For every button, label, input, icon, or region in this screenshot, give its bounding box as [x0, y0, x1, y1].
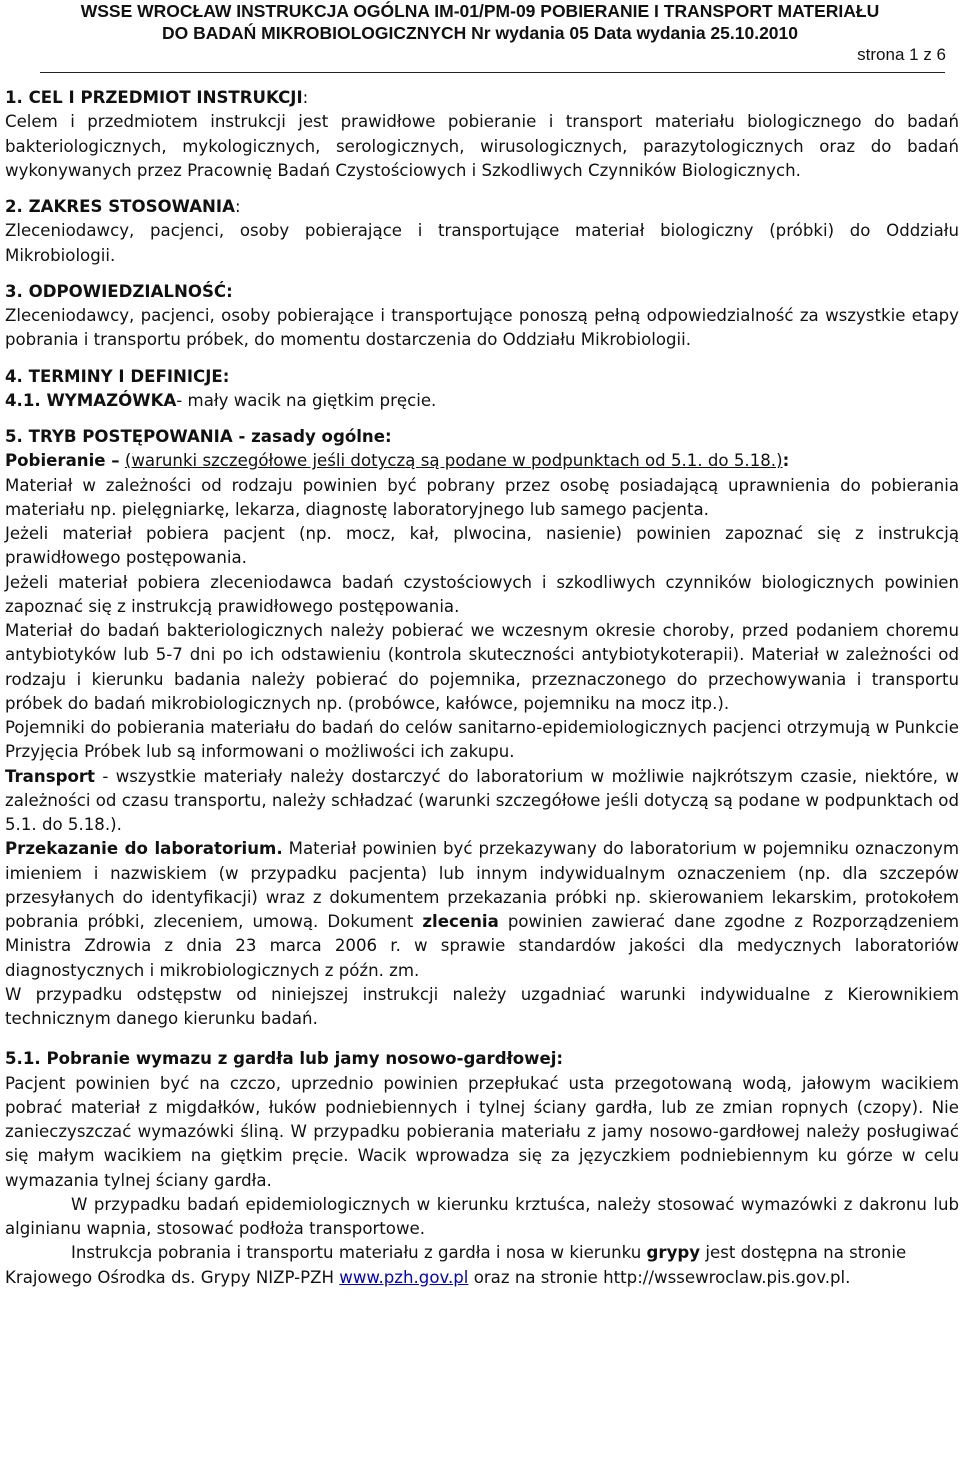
header-divider: [40, 72, 945, 73]
paragraph-zleceniodawca: Jeżeli materiał pobiera zleceniodawca badań czystościowych i szkodliwych czynników biologicznych powinien zapoznać się z instrukcją prawidłowego postępowania.: [5, 572, 959, 616]
section-1-text: Celem i przedmiotem instrukcji jest prawidłowe pobieranie i transport materiału biologicznego do badań bakteriologicznych, mykologicznych, serologicznych, wirusologicznych, parazytologicznych oraz do badań wykonywanych przez Pracownię Badań Czystościowych i Szkodliwych Czynników Biologicznych.: [5, 112, 959, 180]
pobieranie-term: Pobieranie –: [5, 451, 120, 471]
section-2-text: Zleceniodawcy, pacjenci, osoby pobierające i transportujące materiał biologiczny (próbki) do Oddziału Mikrobiologii.: [5, 221, 959, 265]
paragraph-pojemniki: Pojemniki do pobierania materiału do badań do celów sanitarno-epidemiologicznych pacjenci otrzymują w Punkcie Przyjęcia Próbek lub są informowani o możliwości ich zakupu.: [5, 718, 959, 762]
paragraph-bakteriologiczne: Materiał do badań bakteriologicznych należy pobierać we wczesnym okresie choroby, przed podaniem choremu antybiotyków lub 5-7 dni po ich odstawieniu (kontrola skuteczności antybiotykoterapii). Materiał w zależności od rodzaju i kierunku badania należy pobierać do pojemnika, przeznaczonego do przechowywania i transportu próbek do badań mikrobiologicznych np. (probówce, kałówce, pojemniku na mocz itp.).: [5, 621, 959, 713]
definition-wymazowka: [5, 389, 959, 413]
grypa-text-b: jest dostępna na stronie Krajowego Ośrodka ds. Grypy NIZP-PZH: [5, 1243, 907, 1287]
section-2-heading: 2. ZAKRES STOSOWANIA: [5, 197, 235, 216]
section-4-heading: 4. TERMINY I DEFINICJE:: [5, 366, 230, 386]
header-title-line-2: DO BADAŃ MIKROBIOLOGICZNYCH Nr wydania 05 Data wydania 25.10.2010: [162, 23, 798, 43]
section-1-heading: 1. CEL I PRZEDMIOT INSTRUKCJI: [5, 88, 303, 107]
section-2: 2. ZAKRES STOSOWANIA:: [5, 197, 241, 216]
paragraph-krztusiec: W przypadku badań epidemiologicznych w kierunku krztuśca, należy stosować wymazówki z dakronu lub alginianu wapnia, stosować podłoża transportowe.: [5, 1194, 959, 1238]
definition-text: - mały wacik na giętkim pręcie.: [176, 390, 437, 410]
section-5-heading: 5. TRYB POSTĘPOWANIA - zasady ogólne:: [5, 427, 392, 446]
section-4: [5, 365, 959, 389]
header-title-line-1: WSSE WROCŁAW INSTRUKCJA OGÓLNA IM-01/PM-09 POBIERANIE I TRANSPORT MATERIAŁU: [80, 1, 880, 21]
paragraph-pacjent: Jeżeli materiał pobiera pacjent (np. mocz, kał, plwocina, nasienie) powinien zapoznać się z instrukcją prawidłowego postępowania.: [5, 524, 959, 568]
transport-paragraph: [5, 765, 959, 838]
transport-term: Transport: [5, 766, 95, 786]
pobieranie-colon: :: [782, 451, 790, 471]
zlecenia-term: zlecenia: [422, 912, 499, 931]
pobieranie-text: (warunki szczegółowe jeśli dotyczą są podane w podpunktach od 5.1. do 5.18.): [124, 451, 783, 471]
paragraph-odstepstwa: W przypadku odstępstw od niniejszej instrukcji należy uzgadniać warunki indywidualne z Kierownikiem technicznym danego kierunku badań.: [5, 984, 959, 1028]
transport-text: - wszystkie materiały należy dostarczyć do laboratorium w możliwie najkrótszym czasie, niektóre, w zależności od czasu transportu, należy schładzać (warunki szczegółowe jeśli dotyczą są podane w podpunktach od 5.1. do 5.18.).: [5, 766, 959, 834]
definition-term: 4.1. WYMAZÓWKA: [5, 390, 177, 410]
przekazanie-text-a: Materiał powinien być przekazywany do laboratorium w pojemniku oznaczonym imieniem i nazwiskiem (w przypadku pacjenta) lub innym indywidualnym oznaczeniem (np. dla szczepów przesyłanych do identyfikacji) wraz z dokumentem przekazania próbki np. skierowaniem lekarskim, protokołem pobrania próbki, zleceniem, umową. Dokument: [5, 839, 959, 931]
section-3-heading: 3. ODPOWIEDZIALNOŚĆ:: [5, 281, 233, 301]
przekazanie-text-b: powinien zawierać dane zgodne z Rozporządzeniem Ministra Zdrowia z dnia 23 marca 2006 r. w sprawie standardów jakości dla medycznych laboratoriów diagnostycznych i mikrobiologicznych z późn. zm.: [5, 912, 959, 980]
grypa-text-a: Instrukcja pobrania i transportu materiału z gardła i nosa w kierunku: [71, 1243, 647, 1263]
section-5: [5, 425, 959, 449]
paragraph-uprawnienia: Materiał w zależności od rodzaju powinien być pobrany przez osobę posiadającą uprawnienia do pobierania materiału np. pielęgniarkę, lekarza, diagnostę laboratoryjnego lub samego pacjenta.: [5, 475, 959, 519]
paragraph-grypa: [5, 1241, 959, 1290]
section-1: 1. CEL I PRZEDMIOT INSTRUKCJI:: [5, 88, 309, 107]
pobieranie-paragraph: [5, 449, 959, 473]
section-5-1: [5, 1047, 959, 1071]
section-3-text: Zleceniodawcy, pacjenci, osoby pobierające i transportujące ponoszą pełną odpowiedzialność za wszystkie etapy pobrania i transportu próbek, do momentu dostarczenia do Oddziału Mikrobiologii.: [5, 306, 959, 350]
section-3: [5, 280, 959, 304]
document-body: [5, 86, 959, 1290]
paragraph-wymaz-gardlo: Pacjent powinien być na czczo, uprzednio powinien przepłukać usta przegotowaną wodą, jałowym wacikiem pobrać materiał z migdałków, łuków podniebiennych i tylnej ściany gardła, lub ze zmian ropnych (czopy). Nie zanieczyszczać wymazówki śliną. W przypadku pobierania materiału z jamy nosowo-gardłowej należy posługiwać się małym wacikiem na giętkim pręcie. Wacik wprowadza się za języczkiem podniebiennym ku górze w celu wymazania tylnej ściany gardła.: [5, 1073, 959, 1190]
grypa-text-c: oraz na stronie http://wssewroclaw.pis.gov.pl.: [468, 1267, 851, 1287]
przekazanie-paragraph: [5, 837, 959, 983]
pzh-link[interactable]: www.pzh.gov.pl: [339, 1267, 469, 1287]
grypa-term: grypy: [646, 1243, 701, 1263]
przekazanie-term: Przekazanie do laboratorium.: [5, 839, 283, 859]
section-5-1-heading: 5.1. Pobranie wymazu z gardła lub jamy nosowo-gardłowej:: [5, 1049, 564, 1069]
page-number: strona 1 z 6: [857, 45, 946, 64]
